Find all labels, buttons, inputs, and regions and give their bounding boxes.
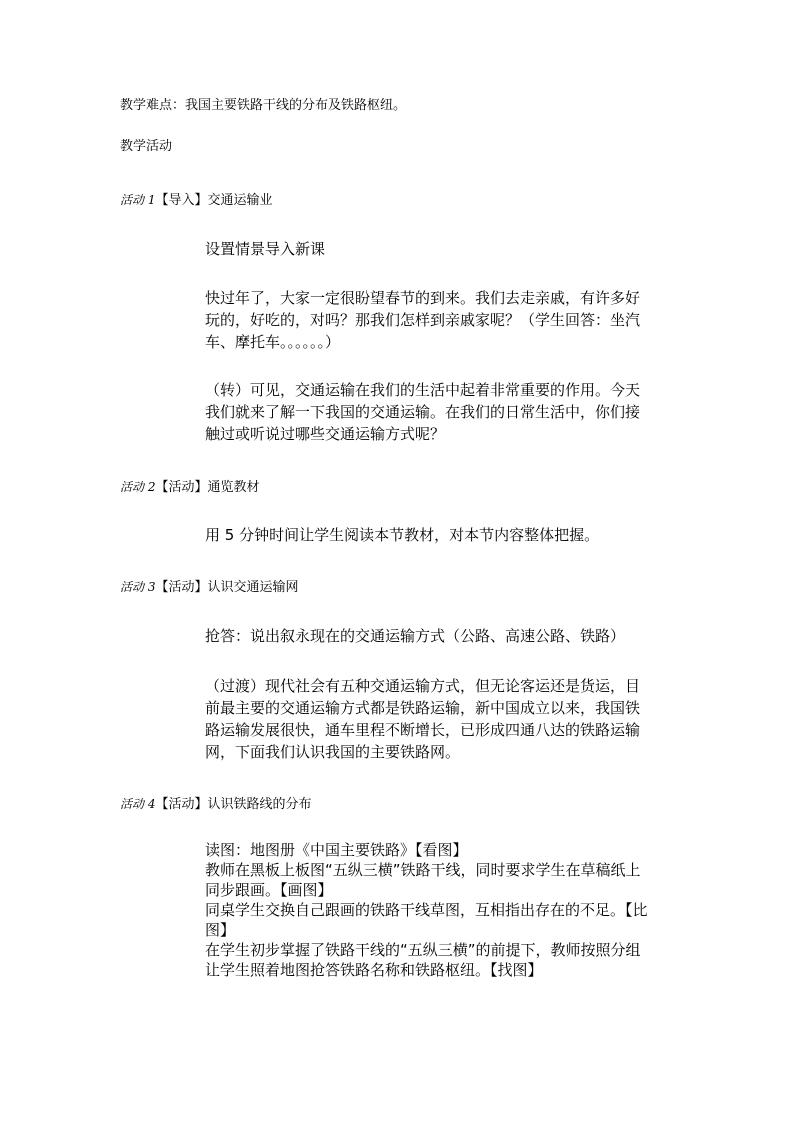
activity4-line: 让学生照着地图抢答铁路名称和铁路枢纽。【找图】 bbox=[205, 961, 543, 979]
activities-heading: 教学活动 bbox=[120, 139, 173, 154]
activity4-title: 【活动】认识铁路线的分布 bbox=[155, 797, 312, 812]
activity2-paragraph: 用 5 分钟时间让学生阅读本节教材，对本节内容整体把握。 bbox=[205, 526, 600, 544]
activity4-line: 同桌学生交换自己跟画的铁路干线草图，互相指出存在的不足。【比 bbox=[205, 901, 648, 919]
activity2-label: 活动 2 bbox=[120, 480, 156, 494]
activity4-line: 读图：地图册《中国主要铁路》【看图】 bbox=[205, 841, 468, 859]
activity4-line: 在学生初步掌握了铁路干线的“五纵三横”的前提下，教师按照分组 bbox=[205, 941, 641, 959]
activity1-title: 【导入】交通运输业 bbox=[155, 193, 273, 208]
activity3-title: 【活动】认识交通运输网 bbox=[155, 580, 299, 595]
activity3-label: 活动 3 bbox=[120, 580, 156, 594]
activity4-line: 同步跟画。【画图】 bbox=[205, 881, 333, 899]
teaching-difficulty: 教学难点：我国主要铁路干线的分布及铁路枢纽。 bbox=[120, 98, 407, 113]
activity3-heading bbox=[120, 576, 298, 595]
activity1-paragraph1: 快过年了，大家一定很盼望春节的到来。我们去走亲戚，有许多好 玩的，好吃的，对吗？那我们怎样到亲戚家呢？（学生回答：坐汽 车、摩托车。。。。。。） bbox=[205, 289, 641, 351]
activity1-subtitle: 设置情景导入新课 bbox=[205, 240, 326, 258]
activity3-paragraph1: 抢答：说出叙永现在的交通运输方式（公路、高速公路、铁路） bbox=[205, 627, 626, 645]
activity1-paragraph2: （转）可见，交通运输在我们的生活中起着非常重要的作用。今天 我们就来了解一下我国的交通运输。在我们的日常生活中，你们接 触过或听说过哪些交通运输方式呢？ bbox=[205, 381, 641, 443]
activity1-label: 活动 1 bbox=[120, 193, 156, 207]
activity4-steps bbox=[205, 840, 648, 980]
activity2-heading bbox=[120, 476, 259, 495]
activity2-title: 【活动】通览教材 bbox=[155, 480, 260, 495]
activity4-line: 教师在黑板上板图“五纵三横”铁路干线，同时要求学生在草稿纸上 bbox=[205, 861, 641, 879]
activity4-heading bbox=[120, 793, 311, 812]
activity1-heading bbox=[120, 189, 272, 208]
activity4-label: 活动 4 bbox=[120, 797, 156, 811]
activity4-line: 图】 bbox=[205, 921, 236, 939]
activity3-paragraph2: （过渡）现代社会有五种交通运输方式，但无论客运还是货运，目 前最主要的交通运输方式都是铁路运输，新中国成立以来，我国铁 路运输发展很快，通车里程不断增长，已形成四通八达的铁路运输 网，下面我们认识我国的主要铁路网。 bbox=[205, 677, 641, 761]
